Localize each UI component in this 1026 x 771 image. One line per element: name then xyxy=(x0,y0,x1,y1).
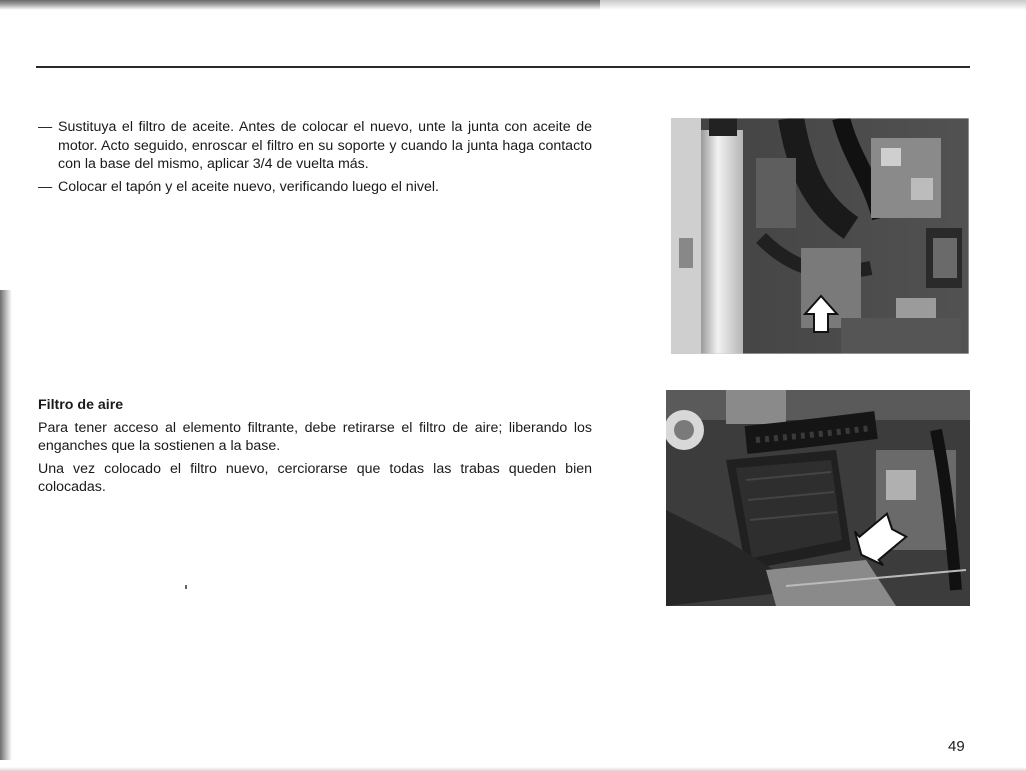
paragraph: Para tener acceso al elemento filtrante, debe retirarse el filtro de aire; liberando los enganches que la sostienen a la base. xyxy=(38,419,592,454)
dash-marker: — xyxy=(38,178,53,195)
engine-air-filter-photo xyxy=(666,390,970,606)
oil-filter-instructions xyxy=(38,118,592,200)
page-left-shadow xyxy=(0,290,12,760)
section-heading: Filtro de aire xyxy=(38,397,124,413)
page-top-shadow-light xyxy=(600,0,1026,10)
air-filter-photo xyxy=(666,390,970,606)
dash-marker: — xyxy=(38,119,53,135)
instruction-item xyxy=(38,118,592,174)
instruction-text: Colocar el tapón y el aceite nuevo, verificando luego el nivel. xyxy=(58,178,439,195)
print-speck xyxy=(185,585,187,589)
page-bottom-shadow xyxy=(0,767,1026,771)
air-filter-section xyxy=(38,396,592,501)
instruction-text: Sustituya el filtro de aceite. Antes de colocar el nuevo, unte la junta con aceite de motor. Acto seguido, enroscar el filtro en su soporte y cuando la junta haga contacto con la base del mismo, aplicar 3/4 de vuelta más. xyxy=(58,119,592,172)
engine-oil-filter-photo xyxy=(671,118,969,354)
header-rule xyxy=(36,66,970,68)
instruction-item xyxy=(38,178,592,197)
oil-filter-photo xyxy=(671,118,969,354)
page-number: 49 xyxy=(948,738,965,755)
paragraph: Una vez colocado el filtro nuevo, cerciorarse que todas las trabas queden bien colocadas. xyxy=(38,460,592,495)
